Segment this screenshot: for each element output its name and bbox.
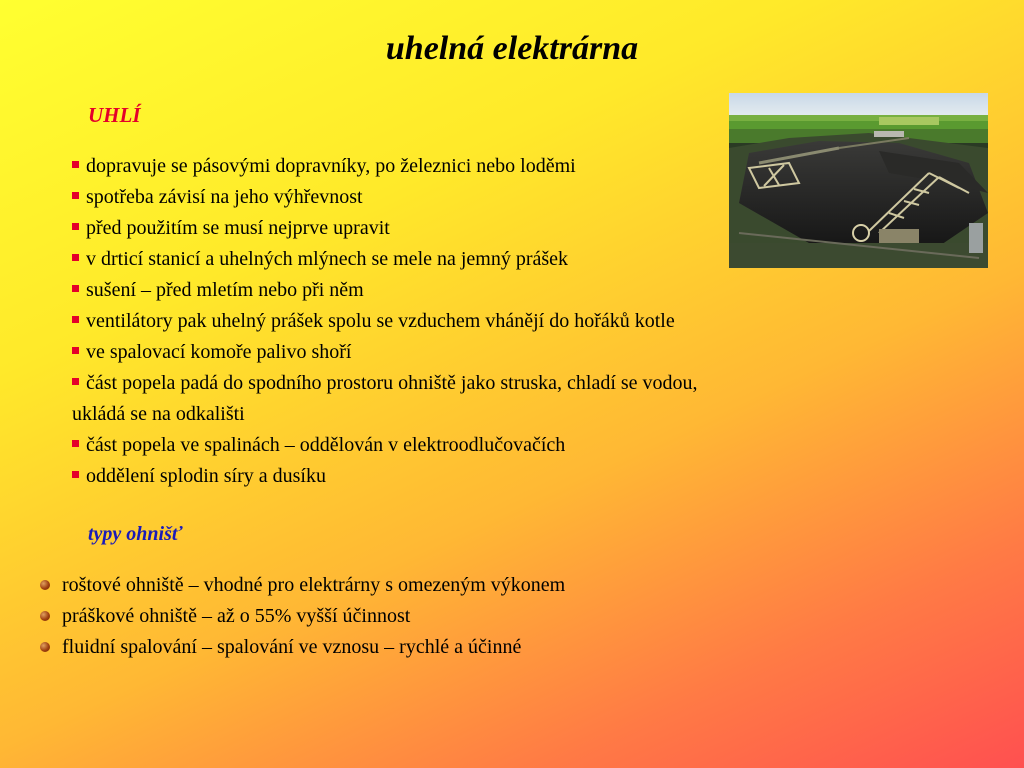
list-item: ventilátory pak uhelný prášek spolu se vzduchem vhánějí do hořáků kotle: [72, 306, 902, 337]
list-item: roštové ohniště – vhodné pro elektrárny s omezeným výkonem: [40, 570, 565, 601]
coal-facts-list: [72, 151, 902, 492]
list-item: sušení – před mletím nebo při něm: [72, 275, 902, 306]
round-bullet-icon: [40, 580, 50, 590]
slide-title: uhelná elektrárna: [385, 30, 639, 67]
square-bullet-icon: [72, 192, 79, 199]
section-heading-uhli: UHLÍ: [88, 103, 141, 127]
list-item: spotřeba závisí na jeho výhřevnost: [72, 182, 902, 213]
square-bullet-icon: [72, 223, 79, 230]
round-bullet-icon: [40, 611, 50, 621]
square-bullet-icon: [72, 378, 79, 385]
square-bullet-icon: [72, 161, 79, 168]
list-item: ve spalovací komoře palivo shoří: [72, 337, 902, 368]
square-bullet-icon: [72, 254, 79, 261]
list-item: v drticí stanicí a uhelných mlýnech se mele na jemný prášek: [72, 244, 902, 275]
list-item: dopravuje se pásovými dopravníky, po železnici nebo loděmi: [72, 151, 902, 182]
square-bullet-icon: [72, 471, 79, 478]
list-item-continuation: ukládá se na odkališti: [72, 403, 245, 425]
list-item: část popela ve spalinách – oddělován v elektroodlučovačích: [72, 430, 902, 461]
square-bullet-icon: [72, 347, 79, 354]
section-heading-typy: typy ohnišť: [88, 523, 183, 545]
list-item: oddělení splodin síry a dusíku: [72, 461, 902, 492]
list-item: práškové ohniště – až o 55% vyšší účinnost: [40, 601, 565, 632]
square-bullet-icon: [72, 316, 79, 323]
square-bullet-icon: [72, 440, 79, 447]
list-item: před použitím se musí nejprve upravit: [72, 213, 902, 244]
round-bullet-icon: [40, 642, 50, 652]
list-item: část popela padá do spodního prostoru ohniště jako struska, chladí se vodou,: [72, 368, 902, 399]
square-bullet-icon: [72, 285, 79, 292]
furnace-types-list: [40, 570, 565, 663]
list-item: fluidní spalování – spalování ve vznosu – rychlé a účinné: [40, 632, 565, 663]
